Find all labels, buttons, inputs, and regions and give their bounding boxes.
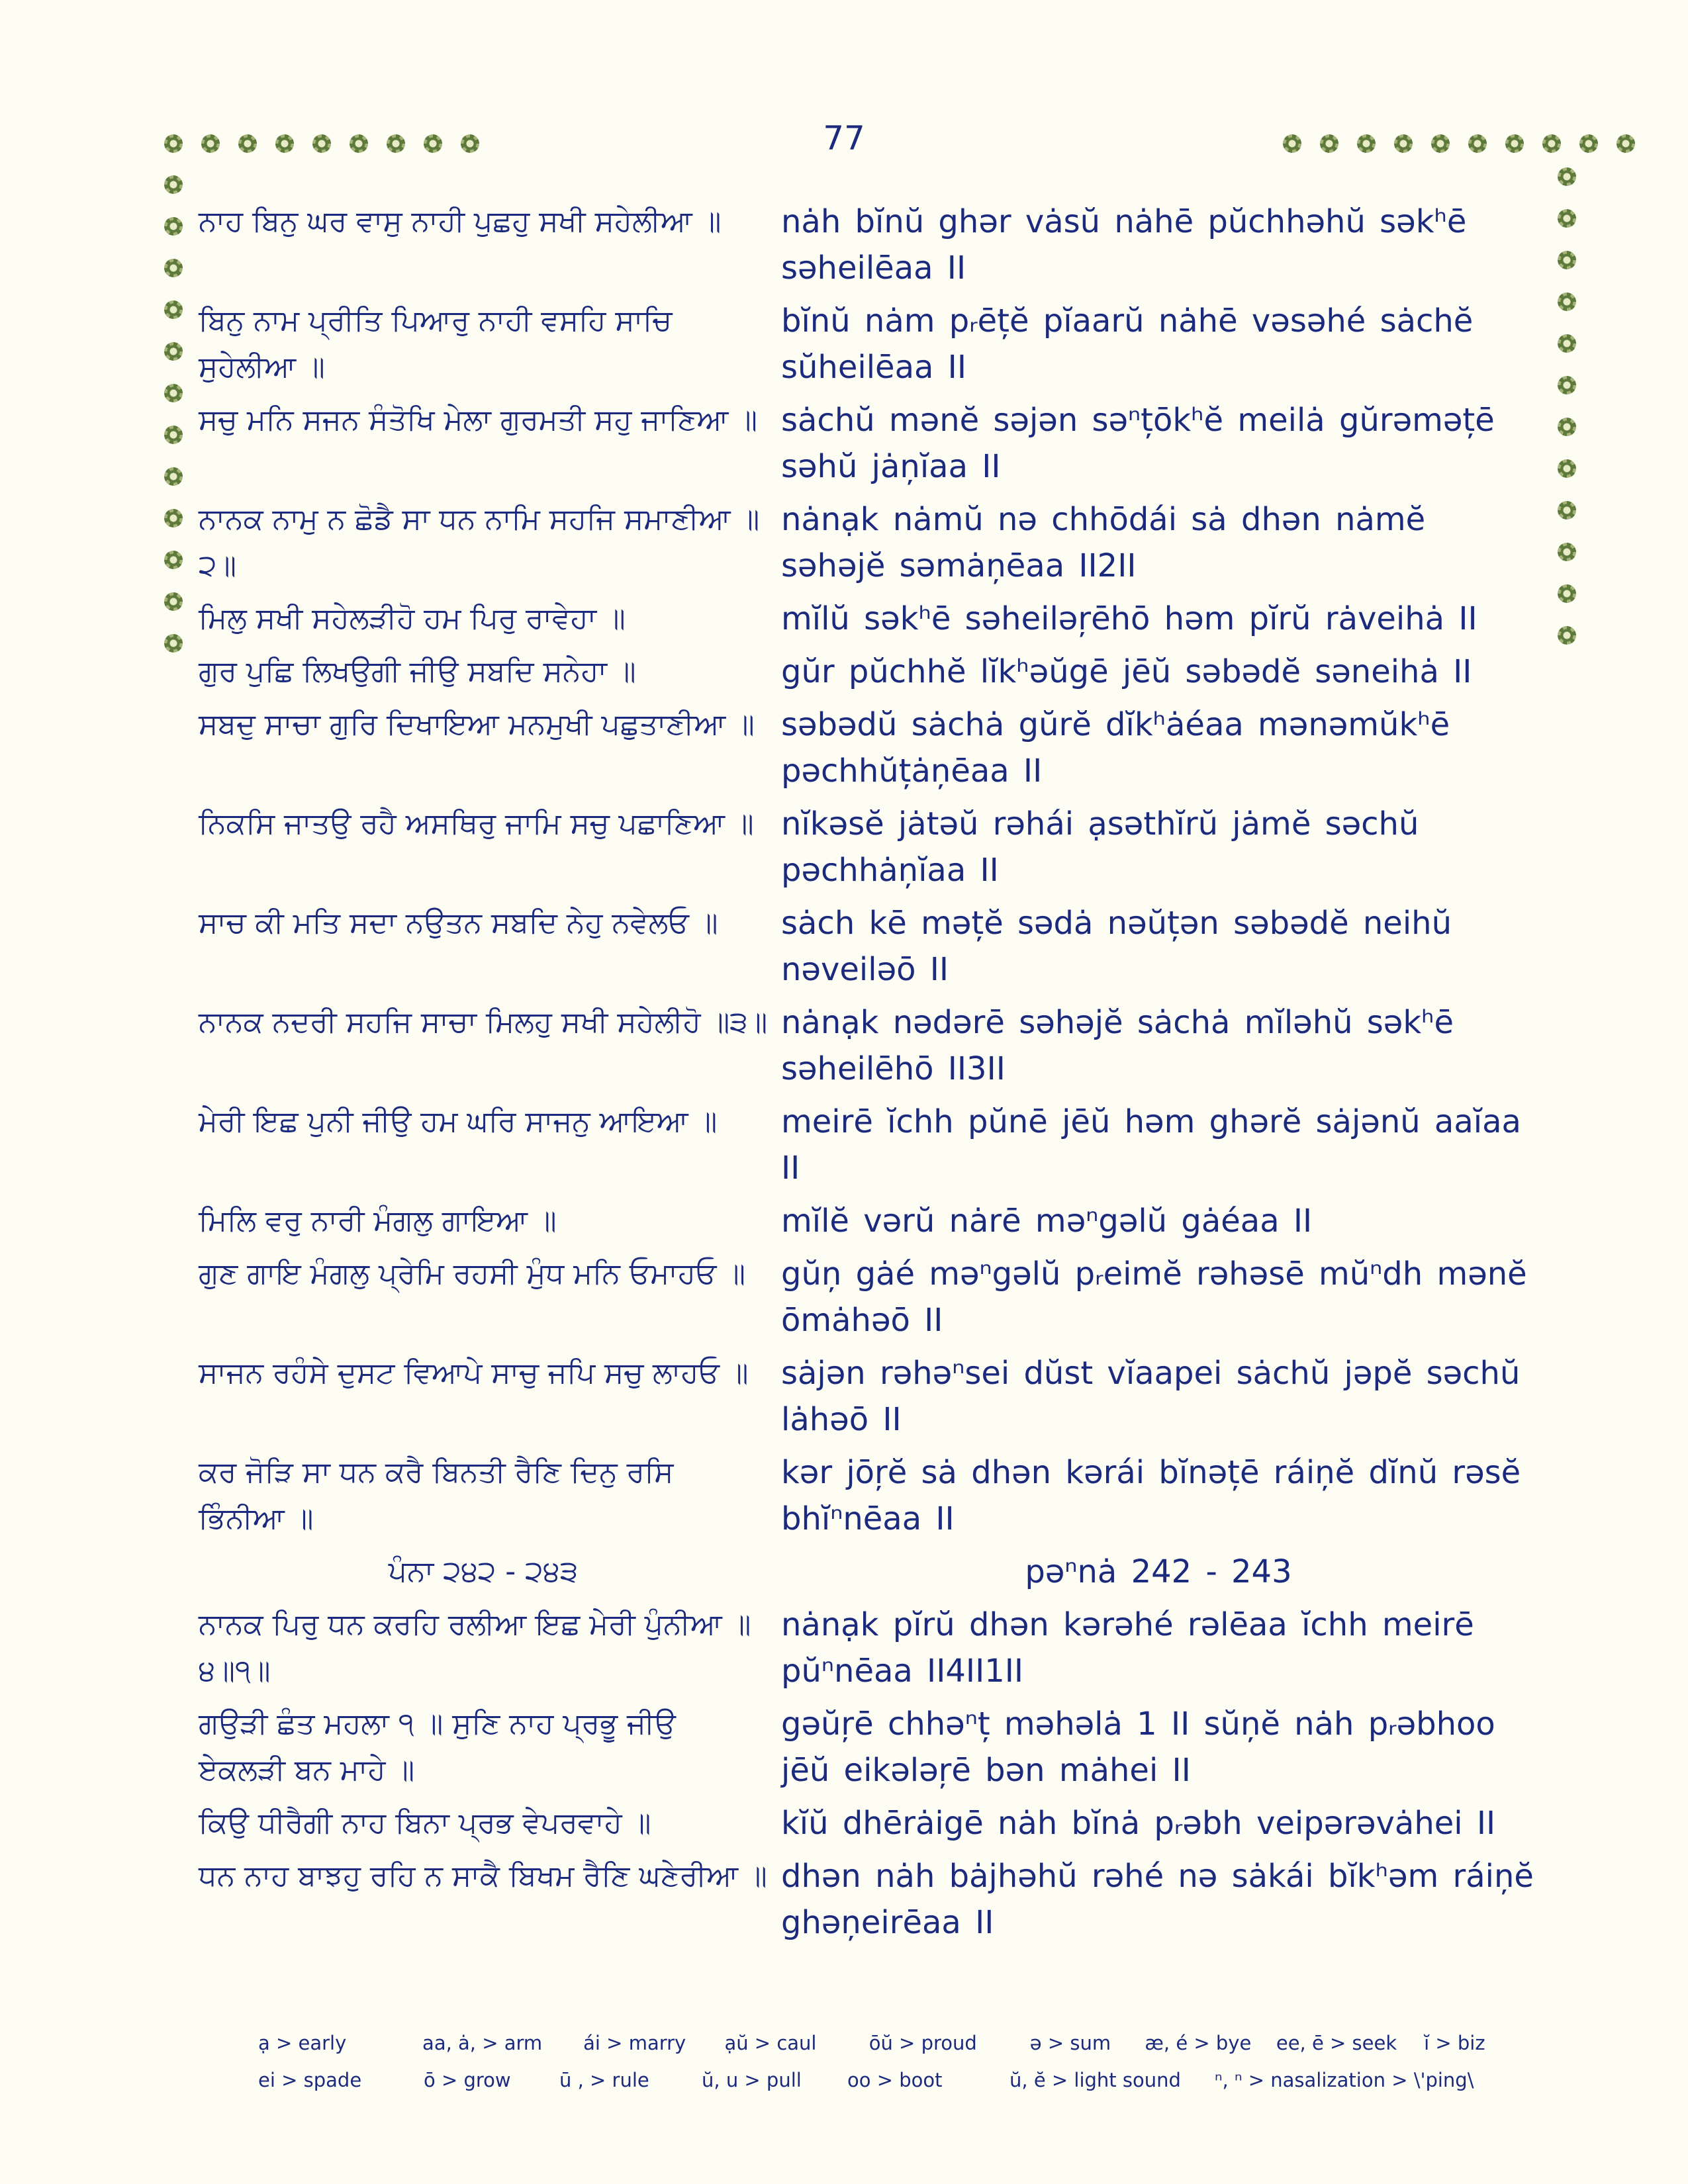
transliteration-text: pəⁿnȧ 242 - 243 — [1025, 1553, 1292, 1590]
flower-icon — [162, 298, 185, 321]
transliteration-text: nȧnạk pĭrŭ dhən kərəhé rəlēaa ĭchh meirē pŭⁿnēaa II4II1II — [781, 1606, 1474, 1690]
verse-row — [199, 1853, 1536, 1946]
legend-item: ái > marry — [583, 2032, 686, 2054]
flower-icon — [162, 340, 185, 363]
flower-icon — [1318, 132, 1340, 155]
flower-icon — [1556, 499, 1578, 522]
flower-icon — [1281, 132, 1303, 155]
flower-icon — [1556, 416, 1578, 438]
gurmukhi-text: ਕਿਉ ਧੀਰੈਗੀ ਨਾਹ ਬਿਨਾ ਪ੍ਰਭ ਵੇਪਰਵਾਹੇ ॥ — [199, 1806, 651, 1840]
flower-icon — [1556, 165, 1578, 188]
legend-item: æ, é > bye — [1145, 2032, 1252, 2054]
flower-icon — [162, 215, 185, 238]
transliteration-text: gŭr pŭchhĕ lĭkʰəŭgē jēŭ səbədĕ səneihȧ II — [781, 653, 1472, 690]
gurmukhi-text: ਨਿਕਸਿ ਜਾਤਉ ਰਹੈ ਅਸਥਿਰੁ ਜਾਮਿ ਸਚੁ ਪਛਾਣਿਆ ॥ — [199, 807, 754, 841]
gurmukhi-text: ਪੰਨਾ ੨੪੨ - ੨੪੩ — [388, 1555, 579, 1588]
verse-row — [199, 1350, 1536, 1443]
page-number: 77 — [823, 119, 865, 158]
flower-icon — [1355, 132, 1378, 155]
flower-icon — [1466, 132, 1489, 155]
transliteration-text: mĭlĕ vərŭ nȧrē məⁿgəlŭ gȧéaa II — [781, 1203, 1313, 1240]
verse-row — [199, 199, 1536, 291]
gurmukhi-text: ਮਿਲੁ ਸਖੀ ਸਹੇਲੜੀਹੋ ਹਮ ਪਿਰੁ ਰਾਵੇਹਾ ॥ — [199, 602, 626, 635]
flower-icon — [1556, 207, 1578, 230]
top-left-ornament — [162, 132, 481, 155]
gurmukhi-text: ਸਾਜਨ ਰਹੰਸੇ ਦੁਸਟ ਵਿਆਪੇ ਸਾਚੁ ਜਪਿ ਸਚੁ ਲਾਹਓ ॥ — [199, 1356, 749, 1390]
legend-row — [258, 2069, 1516, 2091]
transliteration-text: sȧchŭ mənĕ səjən səⁿțōkʰĕ meilȧ gŭrəməțē səhŭ jȧņĭaa II — [781, 402, 1495, 485]
flower-icon — [162, 382, 185, 404]
pronunciation-legend — [258, 2032, 1516, 2106]
legend-item: ŭ, ĕ > light sound — [1009, 2069, 1181, 2091]
flower-icon — [1429, 132, 1452, 155]
flower-icon — [162, 173, 185, 196]
gurmukhi-text: ਧਨ ਨਾਹ ਬਾਝਹੁ ਰਹਿ ਨ ਸਾਕੈ ਬਿਖਮ ਰੈਣਿ ਘਣੇਰੀਆ ॥ — [199, 1859, 767, 1893]
flower-icon — [1556, 541, 1578, 563]
flower-icon — [1556, 332, 1578, 355]
flower-icon — [1556, 249, 1578, 271]
gurmukhi-text: ਨਾਨਕ ਨਾਮੁ ਨ ਛੋਡੈ ਸਾ ਧਨ ਨਾਮਿ ਸਹਜਿ ਸਮਾਣੀਆ ॥੨॥ — [199, 502, 760, 582]
gurmukhi-text: ਗੁਣ ਗਾਇ ਮੰਗਲੁ ਪ੍ਰੇਮਿ ਰਹਸੀ ਮੁੰਧ ਮਨਿ ਓਮਾਹਓ ॥ — [199, 1257, 746, 1291]
verse-row — [199, 702, 1536, 794]
flower-icon — [1556, 624, 1578, 647]
legend-item: ū , > rule — [559, 2069, 649, 2091]
legend-item: ee, ē > seek — [1276, 2032, 1397, 2054]
flower-icon — [162, 132, 185, 155]
gurmukhi-text: ਨਾਨਕ ਪਿਰੁ ਧਨ ਕਰਹਿ ਰਲੀਆ ਇਛ ਮੇਰੀ ਪੁੰਨੀਆ ॥੪॥੧॥ — [199, 1608, 751, 1688]
flower-icon — [162, 590, 185, 613]
verse-row — [199, 397, 1536, 490]
legend-item: oo > boot — [847, 2069, 943, 2091]
legend-item: ŭ, u > pull — [702, 2069, 802, 2091]
flower-icon — [162, 549, 185, 571]
legend-item: ə > sum — [1029, 2032, 1111, 2054]
gurmukhi-text: ਸਬਦੁ ਸਾਚਾ ਗੁਰਿ ਦਿਖਾਇਆ ਮਨਮੁਖੀ ਪਛੁਤਾਣੀਆ ॥ — [199, 707, 755, 741]
flower-icon — [162, 257, 185, 279]
flower-icon — [1556, 457, 1578, 480]
gurmukhi-text: ਸਚੁ ਮਨਿ ਸਜਨ ਸੰਤੋਖਿ ਮੇਲਾ ਗੁਰਮਤੀ ਸਹੁ ਜਾਣਿਆ ॥ — [199, 403, 758, 437]
transliteration-text: kər jōŗĕ sȧ dhən kərái bĭnəțē ráiņĕ dĭnŭ rəsĕ bhĭⁿnēaa II — [781, 1454, 1521, 1537]
flower-icon — [236, 132, 259, 155]
flower-icon — [348, 132, 370, 155]
transliteration-text: dhən nȧh bȧjhəhŭ rəhé nə sȧkái bĭkʰəm ráiņĕ ghəņeirēaa II — [781, 1858, 1534, 1941]
flower-icon — [310, 132, 333, 155]
flower-icon — [1577, 132, 1600, 155]
verse-row — [199, 649, 1536, 695]
gurmukhi-text: ਸਾਚ ਕੀ ਮਤਿ ਸਦਾ ਨਉਤਨ ਸਬਦਿ ਨੇਹੁ ਨਵੇਲਓ ॥ — [199, 906, 718, 940]
verse-row — [199, 900, 1536, 993]
verse-row — [199, 1800, 1536, 1846]
flower-icon — [162, 424, 185, 446]
verse-row — [199, 298, 1536, 390]
verse-row — [199, 1198, 1536, 1244]
legend-row — [258, 2032, 1516, 2054]
verse-row — [199, 801, 1536, 893]
transliteration-text: bĭnŭ nȧm pᵣēțĕ pĭaarŭ nȧhē vəsəhé sȧchĕ sŭheilēaa II — [781, 302, 1474, 386]
flower-icon — [422, 132, 444, 155]
verse-row — [199, 596, 1536, 642]
flower-icon — [273, 132, 296, 155]
flower-icon — [1556, 291, 1578, 313]
legend-item: ĭ > biz — [1424, 2032, 1485, 2054]
legend-item: ạŭ > caul — [724, 2032, 817, 2054]
legend-item: ạ > early — [258, 2032, 347, 2054]
transliteration-text: səbədŭ sȧchȧ gŭrĕ dĭkʰȧéaa mənəmŭkʰē pəchhŭțȧņēaa II — [781, 706, 1450, 790]
flower-icon — [162, 632, 185, 655]
flower-icon — [1392, 132, 1415, 155]
flower-icon — [162, 465, 185, 488]
verse-row — [199, 1449, 1536, 1542]
flower-icon — [385, 132, 407, 155]
gurmukhi-text: ਬਿਨੁ ਨਾਮ ਪ੍ਰੀਤਿ ਪਿਆਰੁ ਨਾਹੀ ਵਸਹਿ ਸਾਚਿ ਸੁਹੇਲੀਆ ॥ — [199, 304, 673, 384]
legend-item: ⁿ, ⁿ > nasalization > \'ping\ — [1215, 2069, 1474, 2091]
right-ornament-column — [1556, 165, 1578, 647]
flower-icon — [1615, 132, 1637, 155]
transliteration-text: mĭlŭ səkʰē səheiləŗēhō həm pĭrŭ rȧveihȧ II — [781, 600, 1477, 637]
flower-icon — [1503, 132, 1526, 155]
gurmukhi-text: ਮਿਲਿ ਵਰੁ ਨਾਰੀ ਮੰਗਲੁ ਗਾਇਆ ॥ — [199, 1204, 557, 1238]
flower-icon — [1556, 582, 1578, 605]
transliteration-text: gŭņ gȧé məⁿgəlŭ pᵣeimĕ rəhəsē mŭⁿdh mənĕ ōmȧhəō II — [781, 1255, 1527, 1339]
transliteration-text: nȧh bĭnŭ ghər vȧsŭ nȧhē pŭchhəhŭ səkʰē səheilēaa II — [781, 203, 1467, 287]
gurmukhi-text: ਮੇਰੀ ਇਛ ਪੁਨੀ ਜੀਉ ਹਮ ਘਰਿ ਸਾਜਨੁ ਆਇਆ ॥ — [199, 1105, 718, 1138]
flower-icon — [1556, 374, 1578, 396]
page-range-heading — [199, 1549, 1536, 1595]
legend-item: ei > spade — [258, 2069, 362, 2091]
verse-row — [199, 496, 1536, 589]
gurmukhi-text: ਕਰ ਜੋੜਿ ਸਾ ਧਨ ਕਰੈ ਬਿਨਤੀ ਰੈਣਿ ਦਿਨੁ ਰਸਿ ਭਿੰਨੀਆ ॥ — [199, 1455, 674, 1535]
verse-row — [199, 1701, 1536, 1794]
verse-row — [199, 1602, 1536, 1694]
legend-item: ōŭ > proud — [868, 2032, 977, 2054]
transliteration-text: meirē ĭchh pŭnē jēŭ həm ghərĕ sȧjənŭ aaĭaa II — [781, 1103, 1521, 1187]
transliteration-text: kĭŭ dhērȧigē nȧh bĭnȧ pᵣəbh veipərəvȧhei II — [781, 1805, 1496, 1842]
transliteration-text: nĭkəsĕ jȧtəŭ rəhái ạsəthĭrŭ jȧmĕ səchŭ pəchhȧņĭaa II — [781, 805, 1419, 889]
gurmukhi-text: ਗੁਰ ਪੁਛਿ ਲਿਖਉਗੀ ਜੀਉ ਸਬਦਿ ਸਨੇਹਾ ॥ — [199, 655, 636, 688]
transliteration-text: sȧch kē məțĕ sədȧ nəŭțən səbədĕ neihŭ nəveiləō II — [781, 905, 1452, 988]
verse-row — [199, 1251, 1536, 1343]
verse-list — [199, 199, 1536, 1952]
flower-icon — [1540, 132, 1563, 155]
transliteration-text: nȧnạk nȧmŭ nə chhōdái sȧ dhən nȧmĕ səhəjĕ səmȧņēaa II2II — [781, 501, 1426, 584]
gurmukhi-text: ਨਾਹ ਬਿਨੁ ਘਰ ਵਾਸੁ ਨਾਹੀ ਪੁਛਹੁ ਸਖੀ ਸਹੇਲੀਆ ॥ — [199, 205, 722, 238]
flower-icon — [162, 507, 185, 529]
verse-row — [199, 1099, 1536, 1191]
transliteration-text: nȧnạk nədərē səhəjĕ sȧchȧ mĭləhŭ səkʰē səheilēhō II3II — [781, 1004, 1454, 1087]
flower-icon — [459, 132, 481, 155]
legend-item: ō > grow — [424, 2069, 511, 2091]
transliteration-text: sȧjən rəhəⁿsei dŭst vĭaapei sȧchŭ jəpĕ səchŭ lȧhəō II — [781, 1355, 1521, 1438]
left-ornament-column — [162, 173, 185, 655]
gurmukhi-text: ਨਾਨਕ ਨਦਰੀ ਸਹਜਿ ਸਾਚਾ ਮਿਲਹੁ ਸਖੀ ਸਹੇਲੀਹੋ ॥੩॥ — [199, 1005, 768, 1039]
transliteration-text: gəŭŗē chhəⁿț məhəlȧ 1 II sŭņĕ nȧh pᵣəbhoo jēŭ eikələŗē bən mȧhei II — [781, 1706, 1495, 1789]
gurmukhi-text: ਗਉੜੀ ਛੰਤ ਮਹਲਾ ੧ ॥ ਸੁਣਿ ਨਾਹ ਪ੍ਰਭੂ ਜੀਉ ਏਕਲੜੀ ਬਨ ਮਾਹੇ ॥ — [199, 1707, 676, 1787]
legend-item: aa, ȧ, > arm — [422, 2032, 543, 2054]
top-right-ornament — [1281, 132, 1637, 155]
flower-icon — [199, 132, 222, 155]
verse-row — [199, 999, 1536, 1092]
